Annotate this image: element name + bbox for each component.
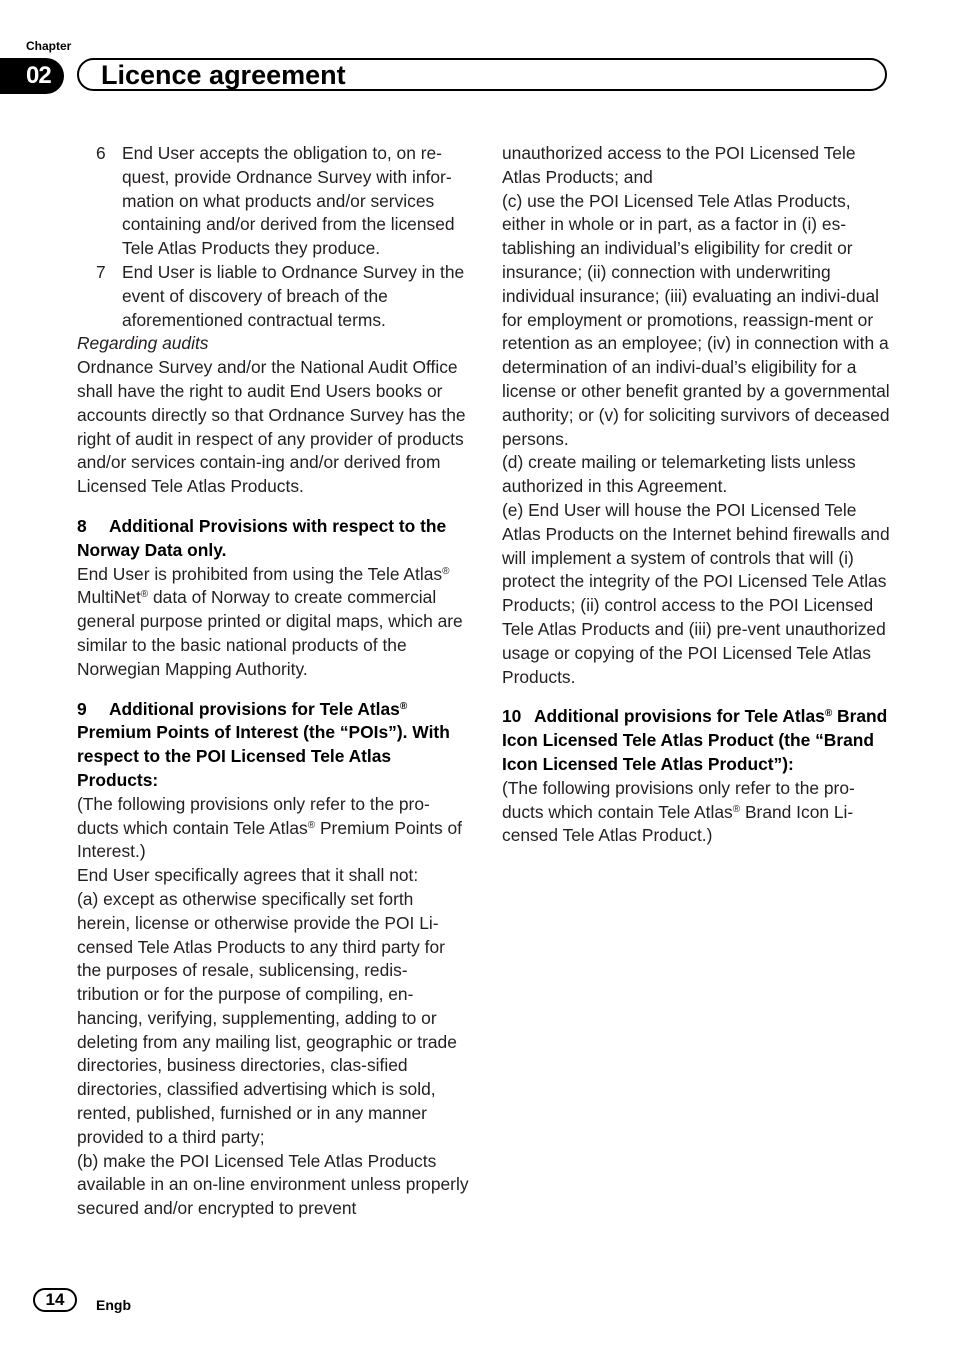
text-span: End User is prohibited from using the Tele Atlas — [77, 563, 443, 584]
section-8-paragraph — [77, 563, 469, 682]
right-column — [502, 142, 894, 848]
section-9-heading — [77, 698, 469, 793]
list-item — [77, 261, 469, 332]
list-item-text: End User accepts the obligation to, on re-quest, provide Ordnance Survey with infor-mation on what products and/or services containing and/or derived from the licensed Tele Atlas Products they produce. — [122, 143, 455, 259]
registered-mark: ® — [399, 700, 408, 712]
page-title: Licence agreement — [101, 60, 346, 90]
section-9-intro — [77, 793, 469, 864]
section-9-item-c: (c) use the POI Licensed Tele Atlas Products, either in whole or in part, as a factor in (i) es-tablishing an individual’s eligibility for credit or insurance; (ii) connection with underwriting individual insurance; (iii) evaluating an indivi-dual for employment or promotions, reassign-ment or retention as an employee; (iv) in connection with a determination of an indivi-dual’s eligibility for a license or other benefit granted by a governmental authority; or (v) for soliciting survivors of deceased persons. — [502, 190, 890, 449]
section-9-item-b: (b) make the POI Licensed Tele Atlas Products available in an on-line environment unless properly secured and/or encrypted to prevent — [77, 1150, 469, 1219]
section-8-heading — [77, 515, 469, 563]
section-9-agrees: End User specifically agrees that it shall not: — [77, 865, 419, 886]
registered-mark: ® — [732, 803, 741, 815]
section-10-intro — [502, 777, 894, 848]
section-heading-text: Additional provisions for Tele Atlas — [534, 706, 825, 727]
list-item-number: 6 — [96, 143, 106, 163]
text-span: Premium Points of Interest.) — [77, 817, 463, 862]
list-item-number: 7 — [96, 261, 106, 282]
section-number: 8 — [77, 515, 87, 536]
chapter-title-box — [77, 58, 887, 91]
section-heading-text: Additional provisions for Tele Atlas — [109, 698, 400, 719]
section-9-item-a: (a) except as otherwise specifically set forth herein, license or otherwise provide the POI Li-censed Tele Atlas Products to any third party for the purposes of resale, sublicensing, redis-tribution or for the purpose of compiling, en-hancing, verifying, supplementing, adding to or deleting from any mailing list, geographic or trade directories, business directories, clas-sified directories, classified advertising which is sold, rented, published, furnished or in any manner provided to a third party; — [77, 888, 457, 1147]
audits-subheading: Regarding audits — [77, 333, 209, 354]
text-span: Brand Icon Li-censed Tele Atlas Product.) — [502, 801, 854, 846]
text-span: (The following provisions only refer to the pro-ducts which contain Tele Atlas — [77, 793, 430, 838]
left-column — [77, 142, 469, 1221]
section-9-item-e: (e) End User will house the POI Licensed Tele Atlas Products on the Internet behind firewalls and will implement a system of controls that will (i) protect the integrity of the POI Licensed Tele Atlas Products; (ii) control access to the POI Licensed Tele Atlas Products and (iii) pre-vent unauthorized usage or copying of the POI Licensed Tele Atlas Products. — [502, 499, 890, 687]
section-9-item-d: (d) create mailing or telemarketing lists unless authorized in this Agreement. — [502, 452, 856, 497]
audits-paragraph: Ordnance Survey and/or the National Audit Office shall have the right to audit End Users books or accounts directly so that Ordnance Survey has the right of audit in respect of any provider of products and/or services contain-ing and/or derived from Licensed Tele Atlas Products. — [77, 357, 466, 497]
section-number: 10 — [502, 706, 522, 727]
language-code: Engb — [96, 1297, 131, 1313]
list-item — [77, 142, 469, 261]
registered-mark: ® — [442, 565, 450, 577]
section-10-heading — [502, 705, 894, 776]
section-number: 9 — [77, 698, 87, 719]
registered-mark: ® — [307, 819, 316, 831]
chapter-number-badge: 02 — [0, 58, 64, 94]
text-span: (The following provisions only refer to the pro-ducts which contain Tele Atlas — [502, 777, 855, 822]
section-9-item-b-continued: unauthorized access to the POI Licensed Tele Atlas Products; and — [502, 143, 856, 187]
chapter-label: Chapter — [26, 39, 72, 53]
text-span: data of Norway to create commercial general purpose printed or digital maps, which are similar to the basic national products of the Norwegian Mapping Authority. — [77, 587, 463, 679]
text-span: MultiNet — [77, 587, 141, 608]
list-item-text: End User is liable to Ordnance Survey in the event of discovery of breach of the aforementioned contractual terms. — [122, 261, 465, 330]
registered-mark: ® — [140, 589, 149, 601]
registered-mark: ® — [824, 708, 833, 720]
section-heading-text: Premium Points of Interest (the “POIs”). With respect to the POI Licensed Tele Atlas Products: — [77, 722, 450, 790]
section-heading-text: Additional Provisions with respect to the Norway Data only. — [77, 515, 447, 560]
section-heading-text: Brand Icon Licensed Tele Atlas Product (the “Brand Icon Licensed Tele Atlas Product”): — [502, 706, 888, 774]
page-number-badge: 14 — [33, 1288, 77, 1312]
